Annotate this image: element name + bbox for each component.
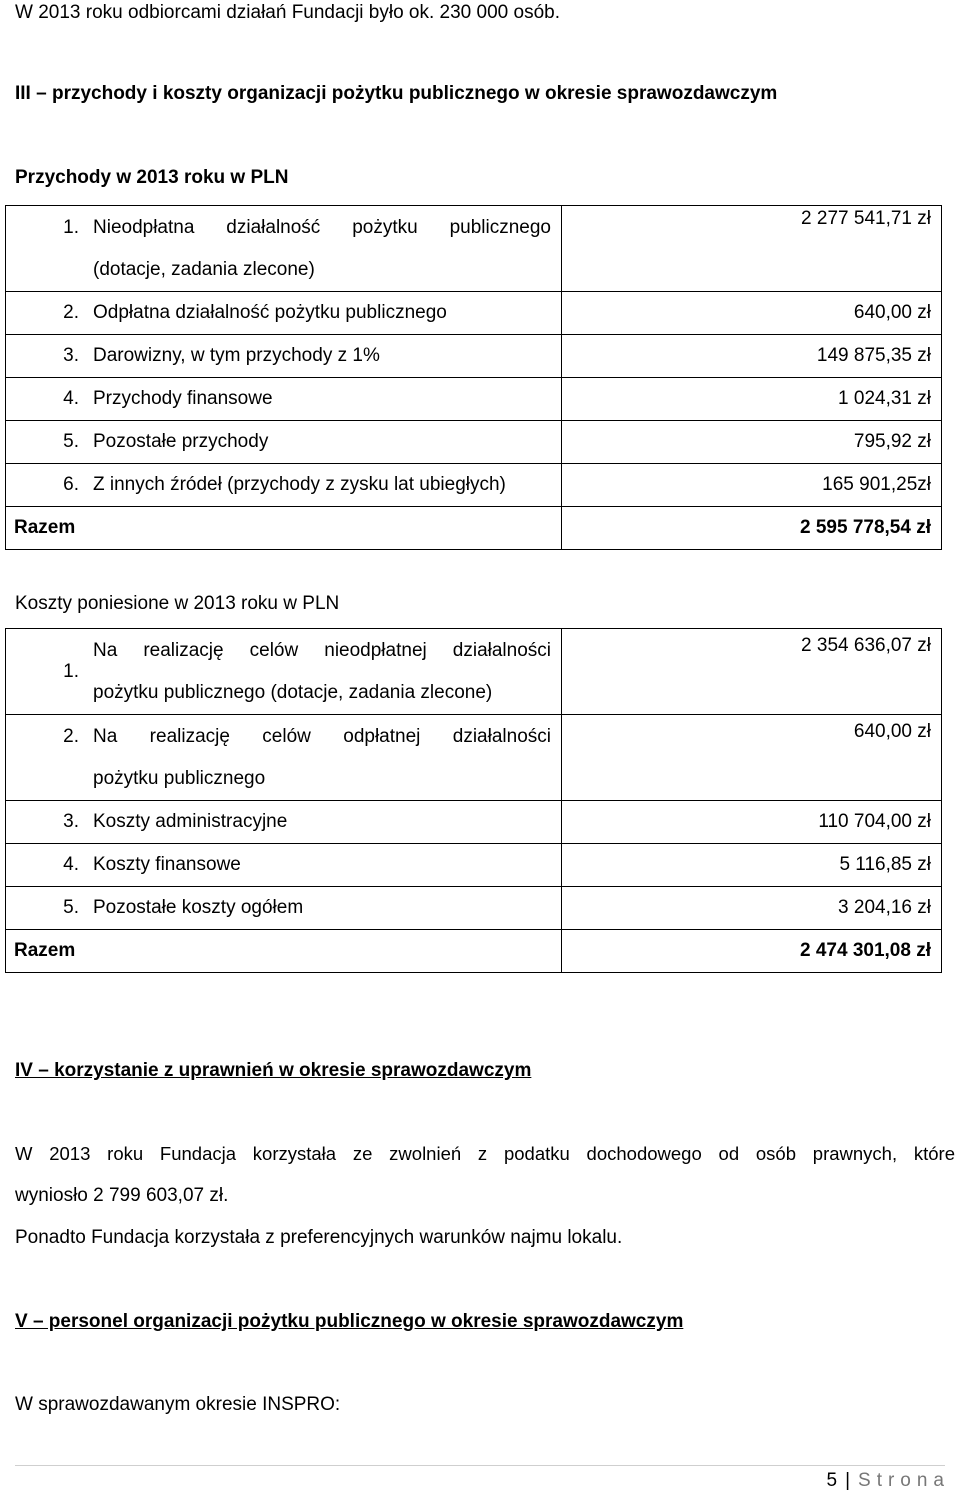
total-row xyxy=(6,507,942,550)
row-label: Pozostałe koszty ogółem xyxy=(93,897,304,918)
table-row xyxy=(6,421,942,464)
row-label: Przychody finansowe xyxy=(93,388,273,409)
row-number: 2. xyxy=(63,302,79,323)
row-label: Nieodpłatna działalność pożytku publicznego xyxy=(93,216,551,238)
income-table xyxy=(5,205,942,550)
row-amount: 640,00 zł xyxy=(562,292,942,335)
row-number: 5. xyxy=(63,897,79,918)
row-amount: 2 277 541,71 zł xyxy=(562,206,942,292)
row-number: 4. xyxy=(63,854,79,875)
row-label: Darowizny, w tym przychody z 1% xyxy=(93,345,380,366)
footer-separator: | xyxy=(845,1470,851,1491)
total-row xyxy=(6,930,942,973)
table-row xyxy=(6,464,942,507)
row-amount: 2 354 636,07 zł xyxy=(562,629,942,715)
table-row xyxy=(6,801,942,844)
section-5-paragraph: W sprawozdawanym okresie INSPRO: xyxy=(15,1394,341,1415)
row-number: 3. xyxy=(63,345,79,366)
row-label: Z innych źródeł (przychody z zysku lat ubiegłych) xyxy=(93,474,506,495)
table-row xyxy=(6,887,942,930)
total-label: Razem xyxy=(6,507,562,550)
row-amount: 3 204,16 zł xyxy=(562,887,942,930)
row-label: Koszty administracyjne xyxy=(93,811,288,832)
row-label-cont: (dotacje, zadania zlecone) xyxy=(93,258,315,280)
intro-text: W 2013 roku odbiorcami działań Fundacji było ok. 230 000 osób. xyxy=(15,2,560,23)
table-row xyxy=(6,844,942,887)
table-row xyxy=(6,378,942,421)
page-footer xyxy=(827,1470,951,1492)
section-3-title: III – przychody i koszty organizacji pożytku publicznego w okresie sprawozdawczym xyxy=(15,83,778,104)
section-4-paragraph-2: Ponadto Fundacja korzystała z preferencyjnych warunków najmu lokalu. xyxy=(15,1227,623,1248)
section-4-title: IV – korzystanie z uprawnień w okresie sprawozdawczym xyxy=(15,1060,532,1081)
row-number: 3. xyxy=(63,811,79,832)
costs-heading: Koszty poniesione w 2013 roku w PLN xyxy=(15,593,340,614)
table-row xyxy=(6,292,942,335)
section-4-paragraph-line-1: W 2013 roku Fundacja korzystała ze zwolnień z podatku dochodowego od osób prawnych, które xyxy=(15,1143,955,1164)
row-label: Pozostałe przychody xyxy=(93,431,269,452)
row-label: Na realizację celów odpłatnej działalności xyxy=(93,725,551,747)
row-label-cont: pożytku publicznego xyxy=(93,767,266,789)
table-row xyxy=(6,335,942,378)
row-label: Koszty finansowe xyxy=(93,854,241,875)
row-number: 1. xyxy=(63,660,79,682)
row-label-cont: pożytku publicznego (dotacje, zadania zlecone) xyxy=(93,681,493,703)
total-label: Razem xyxy=(6,930,562,973)
table-row xyxy=(6,629,942,715)
row-amount: 1 024,31 zł xyxy=(562,378,942,421)
footer-divider xyxy=(15,1465,945,1466)
row-label: Odpłatna działalność pożytku publicznego xyxy=(93,302,447,323)
section-4-paragraph-line-2: wyniosło 2 799 603,07 zł. xyxy=(15,1185,229,1206)
table-row xyxy=(6,206,942,292)
row-amount: 165 901,25zł xyxy=(562,464,942,507)
row-number: 5. xyxy=(63,431,79,452)
total-amount: 2 595 778,54 zł xyxy=(562,507,942,550)
section-5-title: V – personel organizacji pożytku publicznego w okresie sprawozdawczym xyxy=(15,1311,684,1332)
row-amount: 110 704,00 zł xyxy=(562,801,942,844)
row-amount: 5 116,85 zł xyxy=(562,844,942,887)
row-amount: 640,00 zł xyxy=(562,715,942,801)
page-word: Strona xyxy=(858,1470,950,1491)
row-amount: 795,92 zł xyxy=(562,421,942,464)
row-label: Na realizację celów nieodpłatnej działalności xyxy=(93,639,551,661)
page-number: 5 xyxy=(826,1470,838,1491)
income-heading: Przychody w 2013 roku w PLN xyxy=(15,167,289,188)
costs-table xyxy=(5,628,942,973)
row-number: 1. xyxy=(63,216,79,238)
total-amount: 2 474 301,08 zł xyxy=(562,930,942,973)
row-number: 6. xyxy=(63,474,79,495)
row-number: 4. xyxy=(63,388,79,409)
table-row xyxy=(6,715,942,801)
row-number: 2. xyxy=(63,725,79,747)
row-amount: 149 875,35 zł xyxy=(562,335,942,378)
